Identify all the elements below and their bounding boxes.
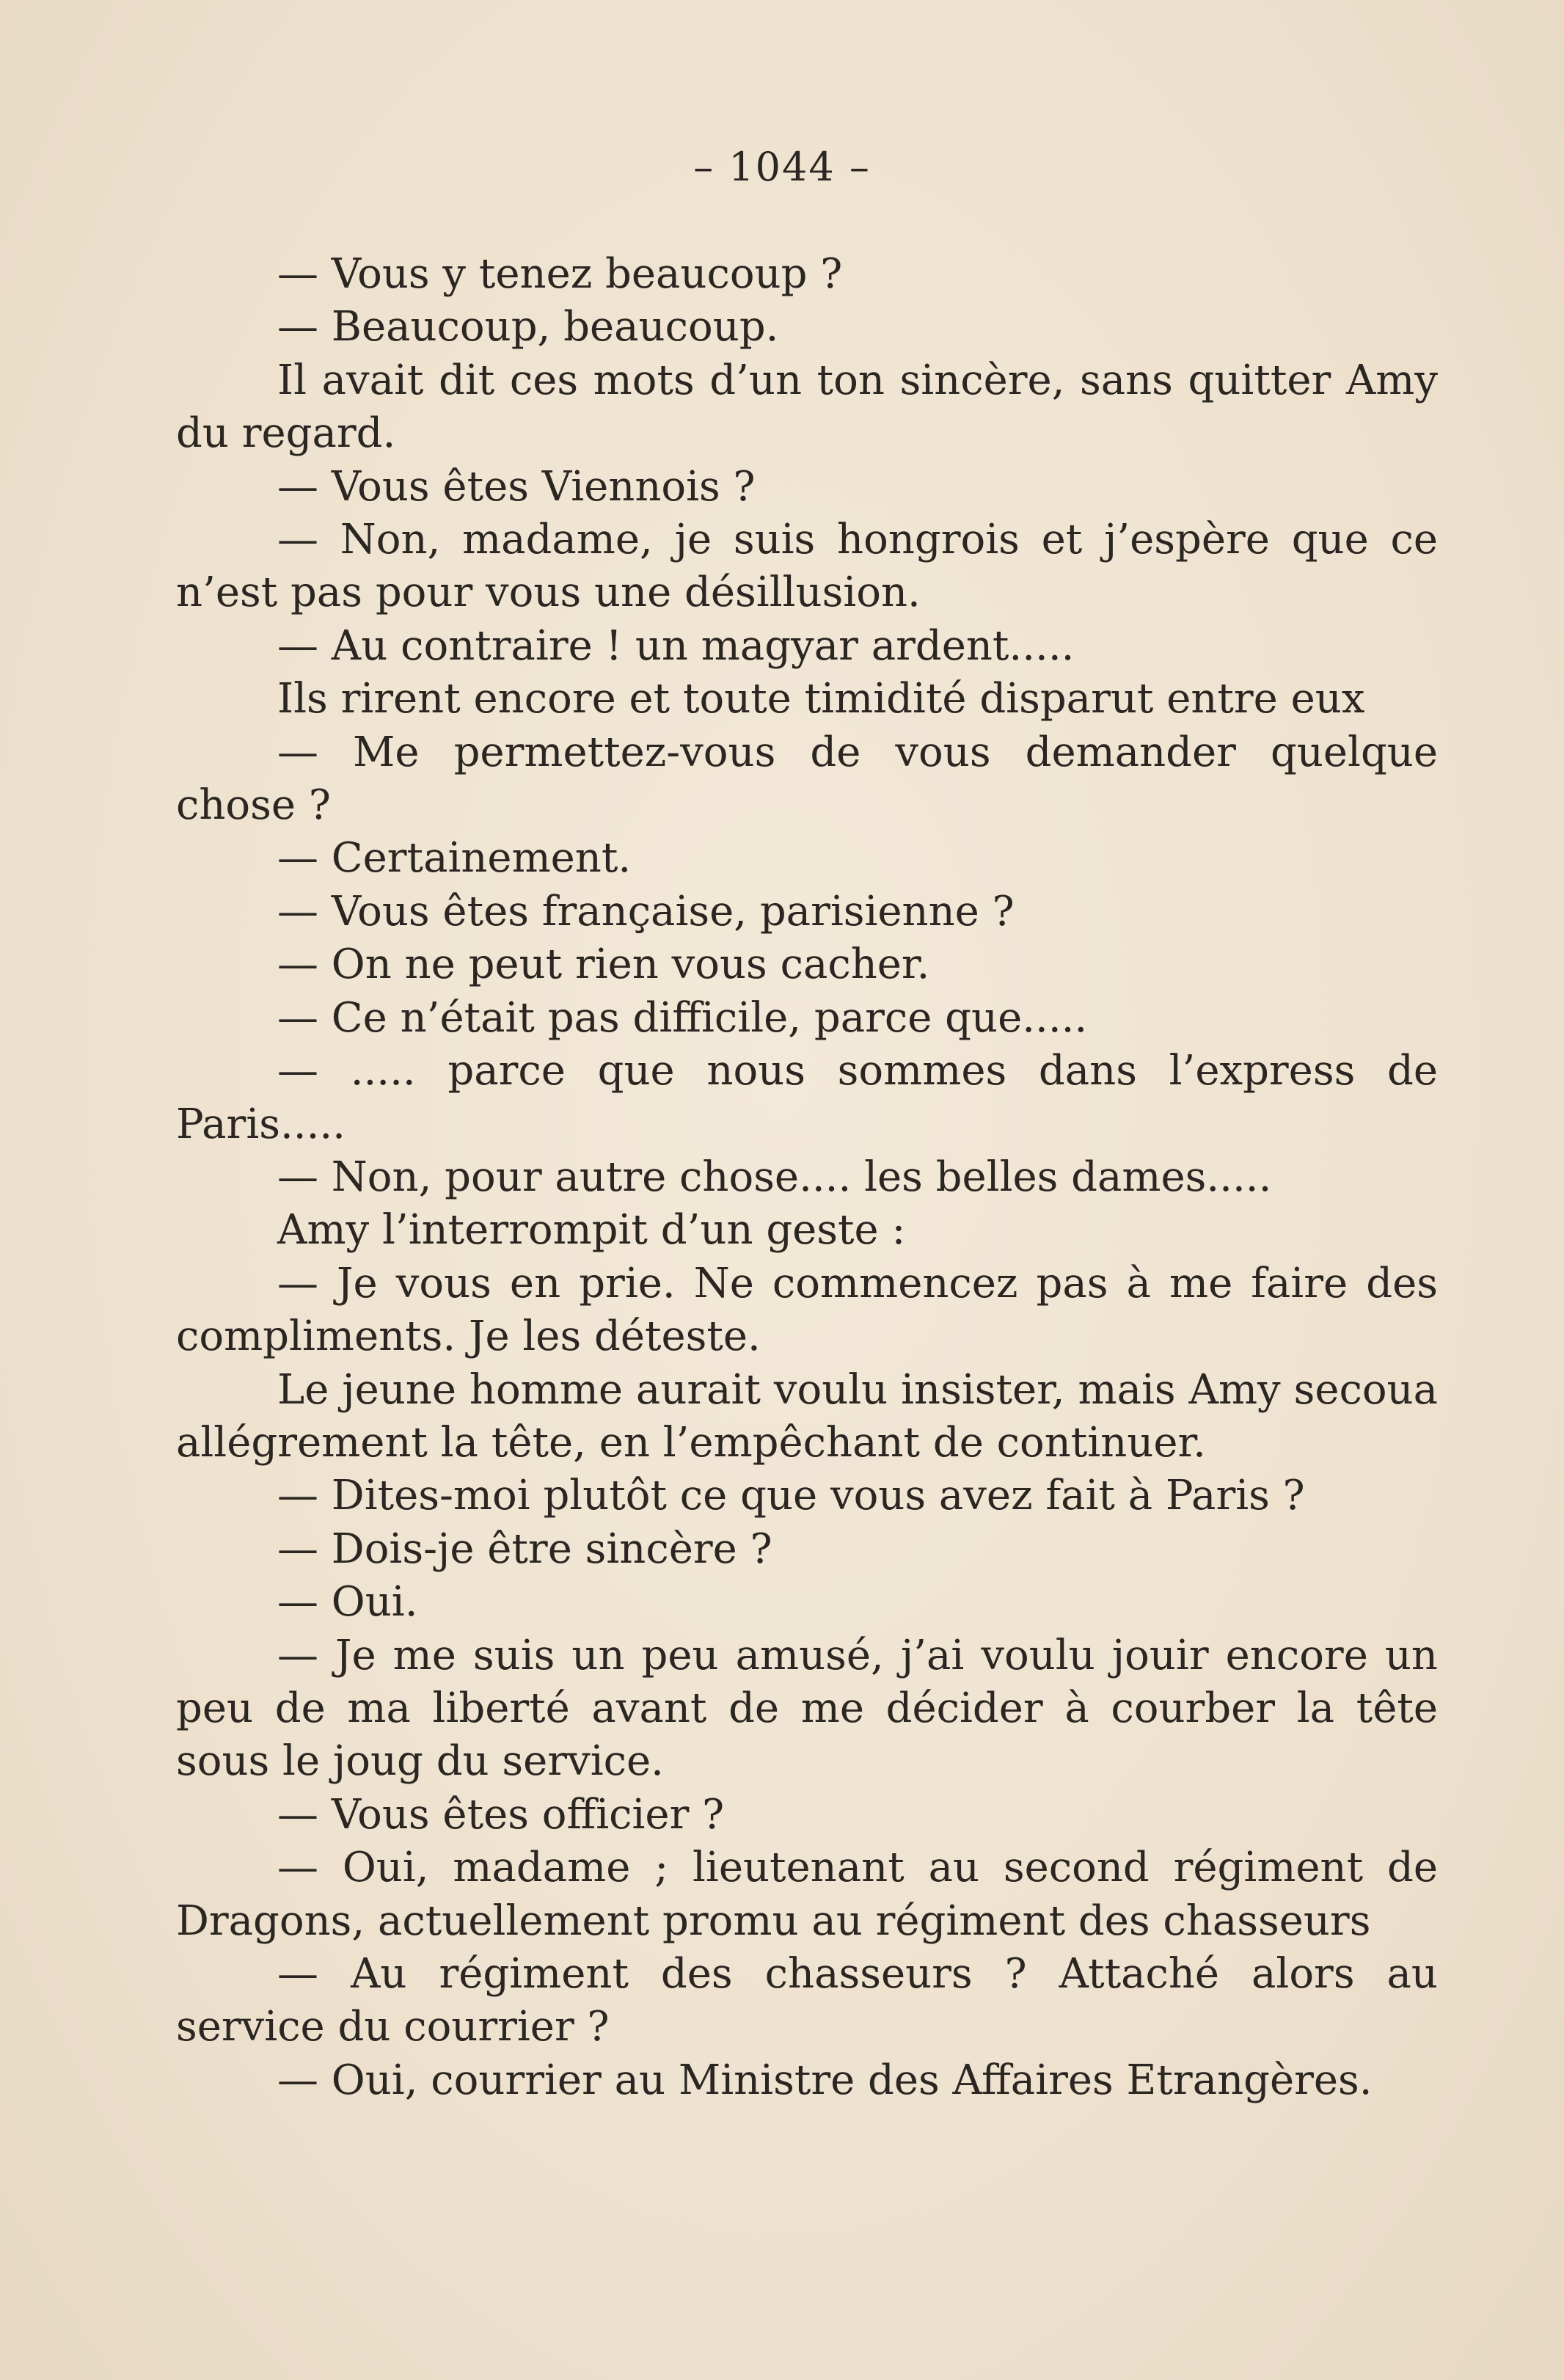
paragraph: Ils rirent encore et toute timidité disparut entre eux: [277, 675, 1365, 723]
paragraph: — Non, madame, je suis hongrois et j’espère que ce n’est pas pour vous une désillusion.: [176, 516, 1438, 617]
paragraph: — Non, pour autre chose.... les belles dames.....: [277, 1153, 1272, 1201]
paragraph: — Je vous en prie. Ne commencez pas à me faire des compliments. Je les déteste.: [176, 1259, 1438, 1361]
paragraph: Amy l’interrompit d’un geste :: [277, 1206, 906, 1255]
paragraph: — Vous êtes française, parisienne ?: [277, 887, 1015, 935]
paragraph: — Beaucoup, beaucoup.: [277, 303, 779, 351]
paragraph: Il avait dit ces mots d’un ton sincère, sans quitter Amy du regard.: [176, 356, 1438, 458]
paragraph: — Oui.: [277, 1578, 418, 1627]
paragraph: — Je me suis un peu amusé, j’ai voulu jouir encore un peu de ma liberté avant de me décider à courber la tête sous le joug du service.: [176, 1631, 1438, 1786]
paragraph: — Au contraire ! un magyar ardent.....: [277, 621, 1075, 670]
paragraph: — Dites-moi plutôt ce que vous avez fait à Paris ?: [277, 1472, 1305, 1520]
paragraph: — Me permettez-vous de vous demander quelque chose ?: [176, 728, 1438, 830]
paragraph: — Certainement.: [277, 834, 632, 883]
paragraph: — Vous êtes officier ?: [277, 1790, 725, 1839]
paragraph: — Dois-je être sincère ?: [277, 1525, 772, 1573]
paragraph: — Vous êtes Viennois ?: [277, 462, 756, 511]
body-text: [176, 248, 1438, 2107]
paragraph: — On ne peut rien vous cacher.: [277, 941, 930, 989]
paragraph: — Vous y tenez beaucoup ?: [277, 250, 843, 298]
paragraph: — Oui, madame ; lieutenant au second régiment de Dragons, actuellement promu au régiment des chasseurs: [176, 1844, 1438, 1945]
paragraph: — Ce n’était pas difficile, parce que.....: [277, 993, 1088, 1042]
paragraph: Le jeune homme aurait voulu insister, mais Amy secoua allégrement la tête, en l’empêchant de continuer.: [176, 1365, 1438, 1467]
paragraph: — Au régiment des chasseurs ? Attaché alors au service du courrier ?: [176, 1950, 1438, 2051]
paragraph: — Oui, courrier au Ministre des Affaires Etrangères.: [277, 2056, 1373, 2104]
paragraph: — ..... parce que nous sommes dans l’express de Paris.....: [176, 1047, 1438, 1148]
page-number: – 1044 –: [693, 144, 871, 190]
